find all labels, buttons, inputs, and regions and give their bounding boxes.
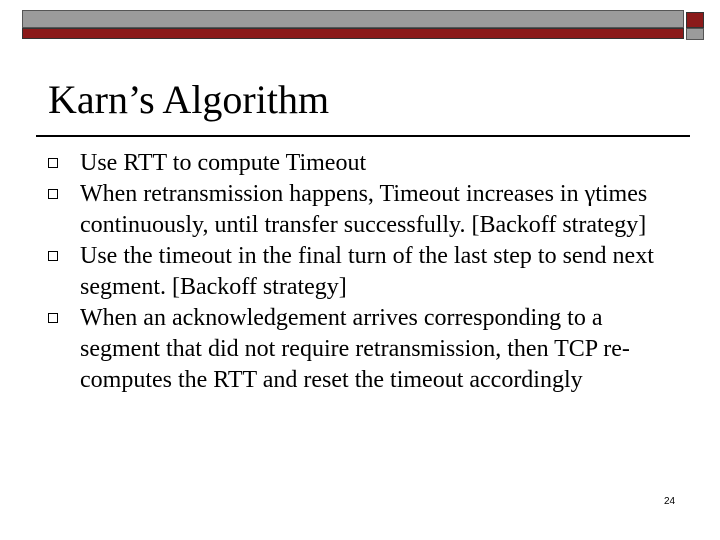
bullet-list — [40, 148, 680, 396]
corner-decoration-red — [686, 12, 704, 28]
top-decorative-bar-red — [22, 28, 684, 39]
bullet-text: When retransmission happens, Timeout increases in γtimes continuously, until transfer successfully. [Backoff strategy] — [80, 181, 648, 238]
slide-title: Karn’s Algorithm — [48, 77, 330, 122]
page-number: 24 — [664, 496, 676, 507]
bullet-text: Use RTT to compute Timeout — [80, 150, 367, 176]
bullet-item — [40, 179, 680, 241]
square-bullet-icon — [48, 158, 58, 168]
bullet-item — [40, 303, 680, 396]
square-bullet-icon — [48, 189, 58, 199]
bullet-text: Use the timeout in the final turn of the last step to send next segment. [Backoff strategy] — [80, 243, 654, 300]
title-divider — [36, 135, 690, 137]
bullet-item — [40, 241, 680, 303]
square-bullet-icon — [48, 313, 58, 323]
corner-decoration-grey — [686, 28, 704, 40]
bullet-text: When an acknowledgement arrives corresponding to a segment that did not require retransmission, then TCP re-computes the RTT and reset the timeout accordingly — [80, 305, 630, 393]
square-bullet-icon — [48, 251, 58, 261]
top-decorative-bar — [22, 10, 684, 28]
bullet-item — [40, 148, 680, 179]
